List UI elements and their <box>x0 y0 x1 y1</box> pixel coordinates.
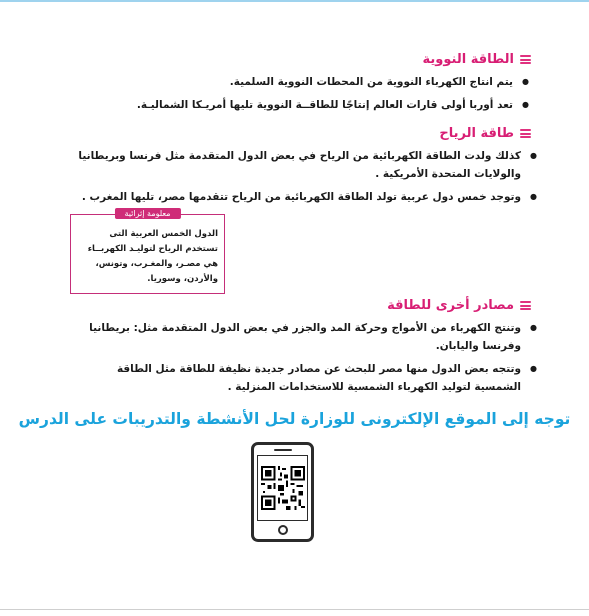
home-button <box>278 525 288 535</box>
note-row <box>70 209 531 294</box>
section-heading <box>70 126 531 141</box>
section-heading <box>70 298 531 313</box>
section-other-sources <box>70 298 531 396</box>
bullet-item: ● وتنتج الكهرباء من الأمواج وحركة المد والجزر في بعض الدول المتقدمة مثل: بريطانيا وفرنسا واليابان. <box>70 319 539 355</box>
qr-code-icon[interactable] <box>261 466 305 510</box>
menu-lines-icon <box>520 54 531 65</box>
menu-lines-icon <box>520 300 531 311</box>
note-label: معلومة إثرائية <box>114 208 180 219</box>
bullet-list <box>70 73 531 114</box>
section-title: الطاقة النووية <box>422 52 514 67</box>
lesson-page <box>70 52 531 401</box>
bullet-item: ● تعد أوربا أولى قارات العالم إنتاجًا للطاقــة النووية تليها أمريـكا الشماليـة. <box>70 96 531 114</box>
section-wind <box>70 126 531 206</box>
phone-speaker <box>274 449 292 451</box>
bullet-item: ● وتوجد خمس دول عربية تولد الطاقة الكهربائية من الرياح تتقدمها مصر، تليها المغرب . <box>70 188 539 206</box>
phone-screen <box>257 455 308 521</box>
bullet-item: ● وتتجه بعض الدول منها مصر للبحث عن مصادر جديدة نظيفة للطاقة مثل الطاقة الشمسية لتوليد الكهرباء الشمسية للاستخدامات المنزلية . <box>70 360 539 396</box>
menu-lines-icon <box>520 128 531 139</box>
bullet-list <box>70 147 539 206</box>
bottom-rule <box>0 609 589 610</box>
smartphone-icon <box>251 442 314 542</box>
top-rule <box>0 0 589 2</box>
bullet-item: ● يتم انتاج الكهرباء النووية من المحطات النووية السلمية. <box>70 73 531 91</box>
note-text: الدول الخمس العربية التى تستخدم الرياح لتوليـد الكهربــاء هي مصـر، والمغـرب، وتونس، والأردن، وسوريا. <box>87 229 218 284</box>
enrichment-note <box>70 209 225 294</box>
section-title: مصادر أخرى للطاقة <box>387 298 514 313</box>
section-nuclear <box>70 52 531 114</box>
bullet-list <box>70 319 539 396</box>
bullet-item: ● كذلك ولدت الطاقة الكهربائية من الرياح في بعض الدول المتقدمة مثل فرنسا وبريطانيا والولايات المتحدة الأمريكية . <box>70 147 539 183</box>
section-heading <box>70 52 531 67</box>
section-title: طاقة الرياح <box>439 126 514 141</box>
website-cta: توجه إلى الموقع الإلكترونى للوزارة لحل الأنشطة والتدريبات على الدرس <box>18 410 571 428</box>
